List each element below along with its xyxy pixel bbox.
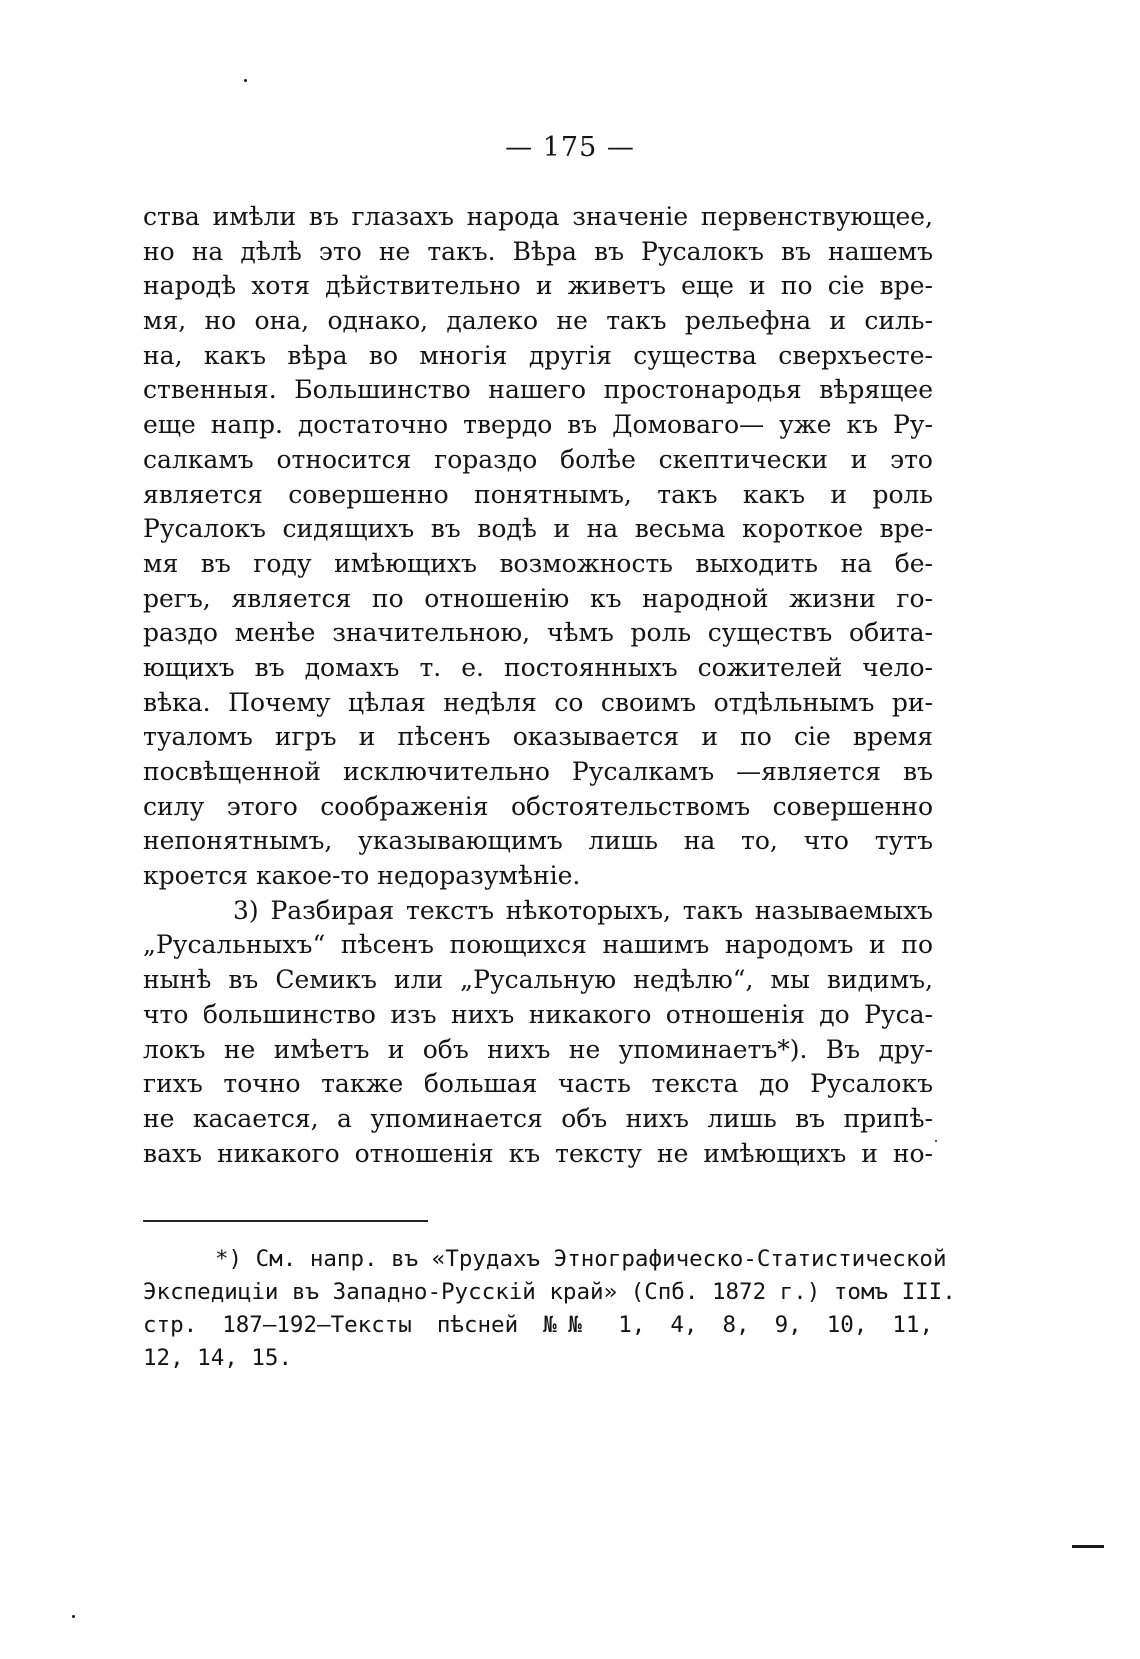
- text-line: народѣ хотя дѣйствительно и живетъ еще и по сіе вре-: [143, 271, 933, 301]
- text-line: ственныя. Большинство нашего простонародья вѣрящее: [143, 375, 933, 405]
- text-line: непонятнымъ, указывающимъ лишь на то, что тутъ: [143, 826, 933, 856]
- scan-speck: [244, 79, 247, 82]
- text-line: Русалокъ сидящихъ въ водѣ и на весьма короткое вре-: [143, 514, 933, 544]
- scan-speck: [72, 1615, 75, 1618]
- text-line: ющихъ въ домахъ т. е. постоянныхъ сожителей чело-: [143, 652, 933, 682]
- text-line: туаломъ игръ и пѣсенъ оказывается и по сіе время: [143, 722, 933, 752]
- text-line: мя въ году имѣющихъ возможность выходить на бе-: [143, 548, 933, 578]
- footnote-line: стр. 187—192—Тексты пѣсней №№ 1, 4, 8, 9, 10, 11,: [143, 1312, 933, 1338]
- page-number: — 175 —: [505, 132, 635, 163]
- text-line: что большинство изъ нихъ никакого отношенія до Руса-: [143, 999, 933, 1029]
- text-line: ства имѣли въ глазахъ народа значеніе первенствующее,: [143, 202, 933, 231]
- text-line: но на дѣлѣ это не такъ. Вѣра въ Русалокъ въ нашемъ: [143, 236, 933, 266]
- text-line: салкамъ относится гораздо болѣе скептически и это: [143, 444, 933, 474]
- text-line: еще напр. достаточно твердо въ Домоваго— уже къ Ру-: [143, 410, 933, 440]
- scan-speck: [935, 1140, 937, 1142]
- text-line: нынѣ въ Семикъ или „Русальную недѣлю“, мы видимъ,: [143, 965, 933, 995]
- text-line: посвѣщенной исключительно Русалкамъ —является въ: [143, 757, 933, 786]
- text-line: гихъ точно также большая часть текста до Русалокъ: [143, 1069, 933, 1099]
- footnote-line: Экспедиціи въ Западно-Русскій край» (Спб. 1872 г.) томъ III.: [143, 1279, 956, 1305]
- footnote-separator: [143, 1220, 428, 1222]
- paragraph-end-line: кроется какое-то недоразумѣніе.: [143, 861, 581, 891]
- footnote: [143, 1243, 956, 1375]
- text-line: вѣка. Почему цѣлая недѣля со своимъ отдѣльнымъ ри-: [143, 687, 933, 717]
- text-line: регъ, является по отношенію къ народной жизни го-: [143, 583, 933, 613]
- text-line: вахъ никакого отношенія къ тексту не имѣющихъ и но-: [143, 1138, 933, 1168]
- text-line: силу этого соображенія обстоятельствомъ совершенно: [143, 791, 933, 821]
- footnote-line: 12, 14, 15.: [143, 1345, 293, 1371]
- text-line: не касается, а упоминается объ нихъ лишь въ припѣ-: [143, 1103, 933, 1133]
- text-line: на, какъ вѣра во многія другія существа сверхъесте-: [143, 340, 933, 370]
- text-line: „Русальныхъ“ пѣсенъ поющихся нашимъ народомъ и по: [143, 930, 933, 960]
- text-line: мя, но она, однако, далеко не такъ рельефна и силь-: [143, 306, 933, 336]
- text-line: раздо менѣе значительною, чѣмъ роль существъ обита-: [143, 618, 933, 648]
- body-text: [143, 200, 933, 1171]
- text-line: локъ не имѣетъ и объ нихъ не упоминаетъ*). Въ дру-: [143, 1034, 933, 1064]
- footnote-line: *) См. напр. въ «Трудахъ Этнографическо-Статистической: [215, 1246, 947, 1272]
- text-line: является совершенно понятнымъ, такъ какъ и роль: [143, 479, 933, 509]
- margin-dash-mark: [1072, 1545, 1104, 1548]
- paragraph-start-line: 3) Разбирая текстъ нѣкоторыхъ, такъ называемыхъ: [233, 895, 933, 925]
